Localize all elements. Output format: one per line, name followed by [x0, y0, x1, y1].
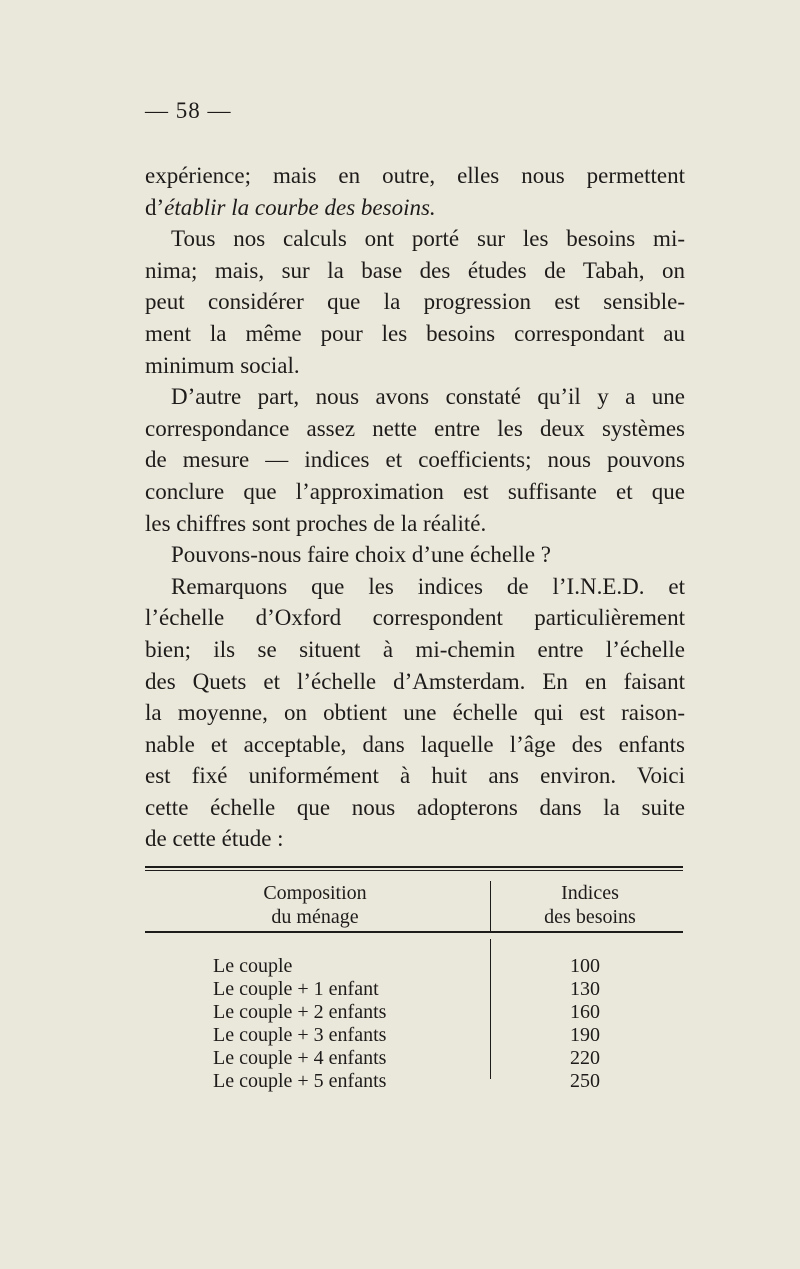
page-number: — 58 —: [145, 98, 232, 123]
header-line: du ménage: [271, 906, 359, 928]
text-line: peut considérer que la progression est sensible-: [145, 289, 685, 315]
index-cell: 130: [570, 978, 600, 1000]
text-line: Remarquons que les indices de l’I.N.E.D. et: [171, 573, 685, 599]
index-cell: 220: [570, 1047, 600, 1069]
table-row: [145, 955, 683, 978]
composition-cell: Le couple + 3 enfants: [213, 1024, 387, 1046]
header-line: des besoins: [544, 906, 636, 928]
index-cell: 100: [570, 955, 600, 977]
index-cell: 250: [570, 1070, 600, 1092]
table-row: [145, 1024, 683, 1047]
text-line: minimum social.: [145, 352, 300, 378]
composition-cell: Le couple + 4 enfants: [213, 1047, 387, 1069]
text-line: l’échelle d’Oxford correspondent particulièrement: [145, 605, 685, 631]
text-line: de mesure — indices et coefficients; nous pouvons: [145, 447, 685, 473]
table-row: [145, 978, 683, 1001]
text-line: cette échelle que nous adopterons dans la suite: [145, 794, 685, 820]
composition-cell: Le couple + 2 enfants: [213, 1001, 387, 1023]
text-line: les chiffres sont proches de la réalité.: [145, 510, 487, 536]
needs-index-table: [145, 866, 683, 1103]
table-row: [145, 1047, 683, 1070]
text-line: nima; mais, sur la base des études de Tabah, on: [145, 257, 685, 283]
text-line: ment la même pour les besoins correspondant au: [145, 320, 685, 346]
index-cell: 160: [570, 1001, 600, 1023]
text-line: est fixé uniformément à huit ans environ. Voici: [145, 763, 685, 789]
text-line: correspondance assez nette entre les deux systèmes: [145, 415, 685, 441]
text-line: Pouvons-nous faire choix d’une échelle ?: [171, 542, 552, 568]
composition-cell: Le couple + 5 enfants: [213, 1070, 387, 1092]
index-cell: 190: [570, 1024, 600, 1046]
header-line: Composition: [263, 882, 367, 904]
italic-text: établir la courbe des besoins.: [164, 194, 436, 220]
table-row: [145, 1070, 683, 1093]
text-line: la moyenne, on obtient une échelle qui est raison-: [145, 700, 685, 726]
composition-cell: Le couple + 1 enfant: [213, 978, 379, 1000]
text-fragment: d’: [145, 194, 165, 220]
header-composition: [195, 881, 435, 929]
table-row: [145, 1001, 683, 1024]
table-body: [145, 933, 683, 1103]
header-line: Indices: [561, 882, 619, 904]
text-line: Tous nos calculs ont porté sur les besoins mi-: [171, 226, 685, 252]
text-line: D’autre part, nous avons constaté qu’il y a une: [171, 384, 685, 410]
text-line: conclure que l’approximation est suffisante et que: [145, 478, 685, 504]
header-indices: [490, 881, 690, 929]
body-text: [145, 160, 685, 855]
text-line: expérience; mais en outre, elles nous permettent: [145, 163, 685, 188]
text-line: des Quets et l’échelle d’Amsterdam. En en faisant: [145, 668, 685, 694]
text-line: [145, 192, 685, 224]
text-line: nable et acceptable, dans laquelle l’âge des enfants: [145, 731, 685, 757]
table-header: [145, 871, 683, 931]
composition-cell: Le couple: [213, 955, 293, 977]
text-line: de cette étude :: [145, 826, 284, 852]
text-line: bien; ils se situent à mi-chemin entre l’échelle: [145, 636, 685, 662]
